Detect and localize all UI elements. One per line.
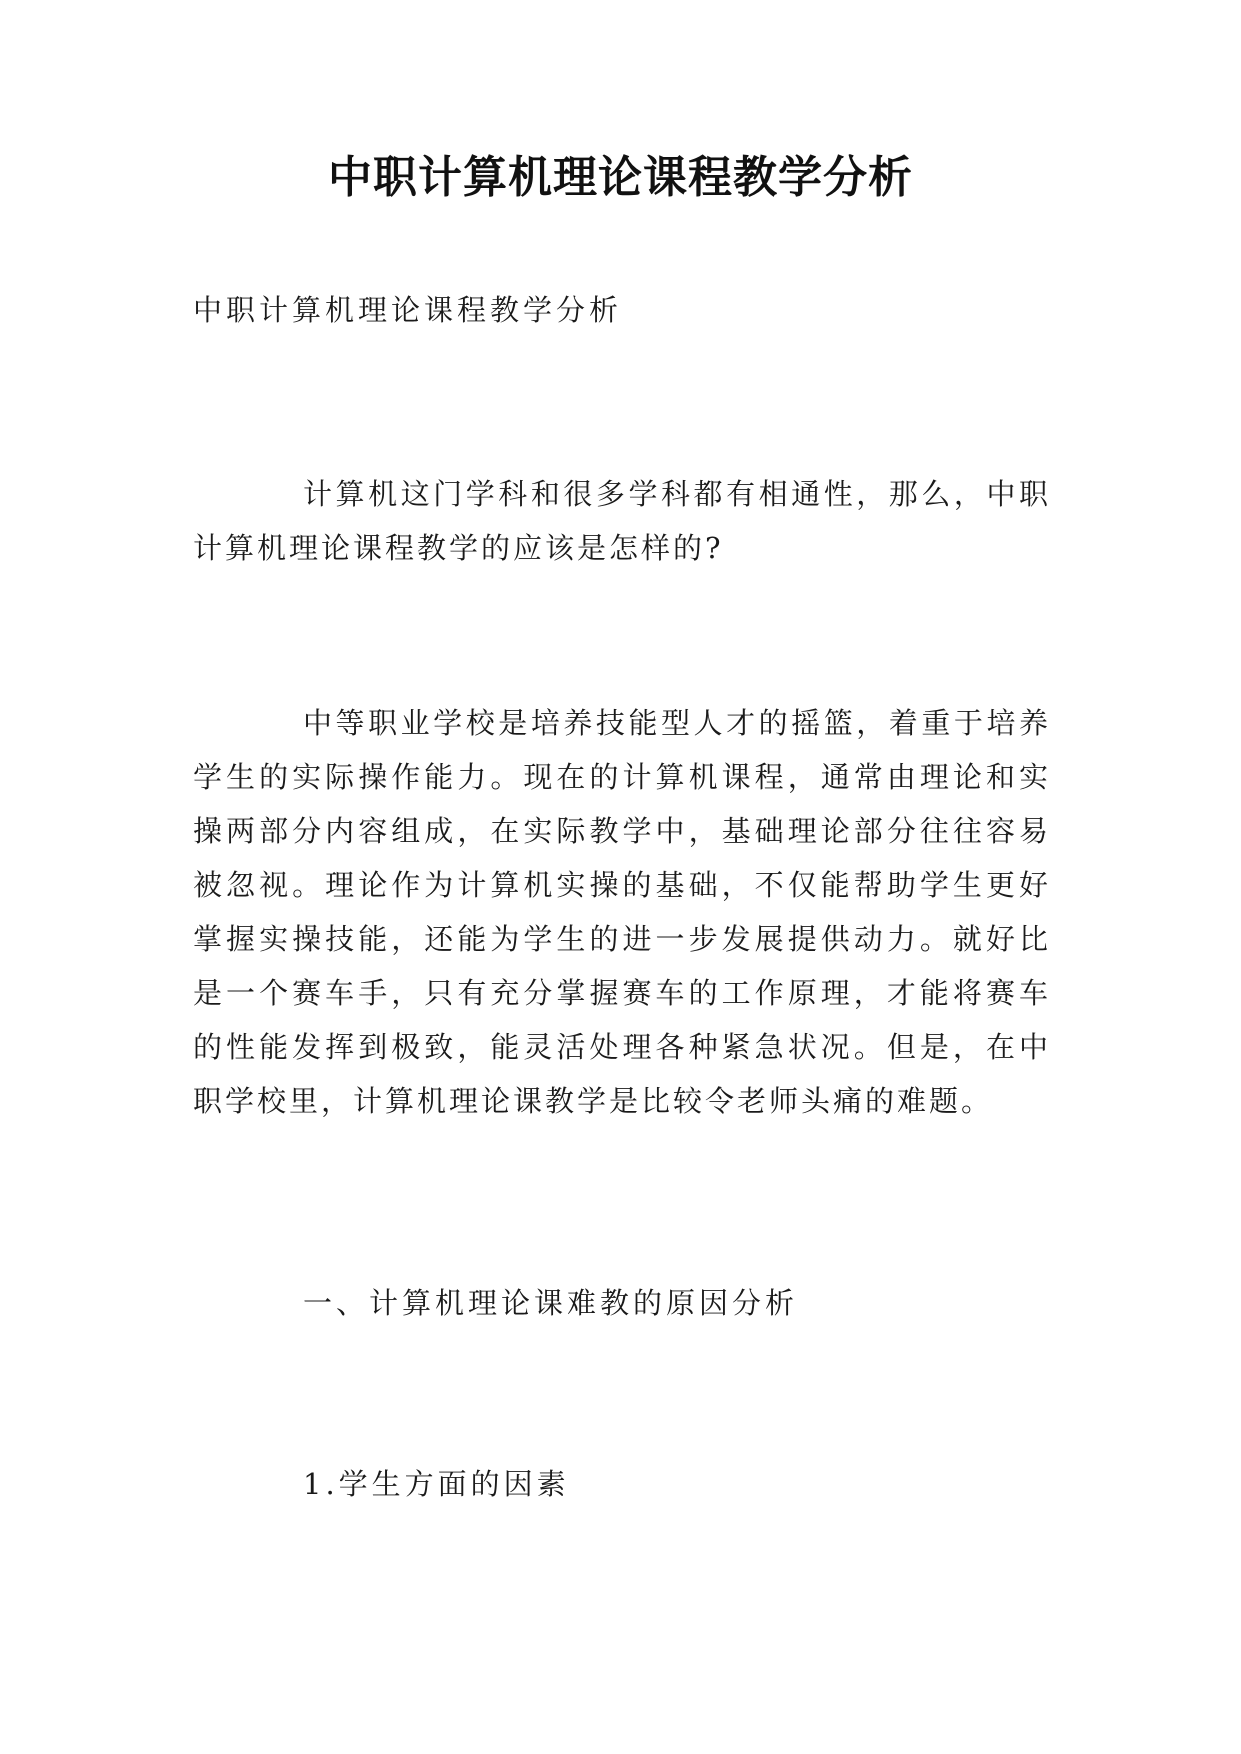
paragraph-intro: 计算机这门学科和很多学科都有相通性，那么，中职计算机理论课程教学的应该是怎样的? bbox=[193, 477, 1051, 565]
subsection-heading: 1.学生方面的因素 bbox=[303, 1467, 570, 1501]
document-title: 中职计算机理论课程教学分析 bbox=[328, 152, 913, 203]
section-heading: 一、计算机理论课难教的原因分析 bbox=[303, 1286, 799, 1320]
paragraph-body: 中等职业学校是培养技能型人才的摇篮，着重于培养学生的实际操作能力。现在的计算机课程，通常由理论和实操两部分内容组成，在实际教学中，基础理论部分往往容易被忽视。理论作为计算机实操的基础，不仅能帮助学生更好掌握实操技能，还能为学生的进一步发展提供动力。就好比是一个赛车手，只有充分掌握赛车的工作原理，才能将赛车的性能发挥到极致，能灵活处理各种紧急状况。但是，在中职学校里，计算机理论课教学是比较令老师头痛的难题。 bbox=[193, 706, 1051, 1118]
document-subtitle: 中职计算机理论课程教学分析 bbox=[193, 293, 623, 327]
